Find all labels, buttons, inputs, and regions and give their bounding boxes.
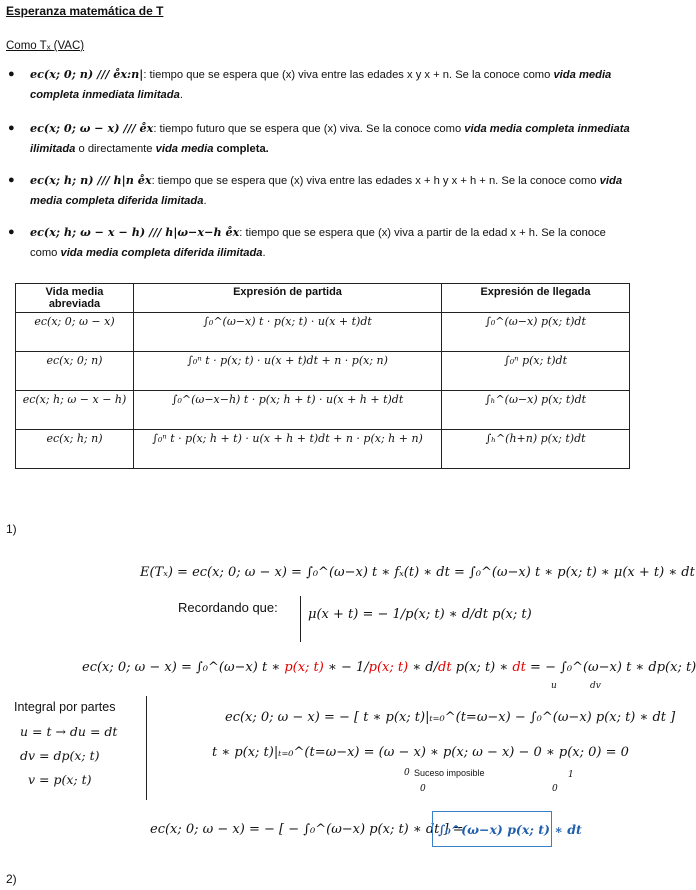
equation-mu: μ(x + t) = − 1/p(x; t) ∗ d/dt p(x; t) [308, 607, 532, 622]
expressions-table [15, 283, 630, 469]
table-header: Expresión de partida [134, 284, 442, 313]
note-impossible: Suceso imposible [414, 768, 485, 778]
table-row [16, 391, 630, 430]
table-cell: ∫₀ⁿ p(x; t)dt [442, 352, 630, 391]
section-subtitle: Como Tₓ (VAC) [6, 40, 85, 52]
equation-final-result: ∫₀^(ω−x) p(x; t) ∗ dt [438, 822, 582, 837]
underbrace-dv: dv [590, 681, 601, 691]
section-number-1: 1) [6, 522, 17, 536]
parts-v: v = p(x; t) [28, 772, 92, 787]
underbrace-one: 1 [568, 770, 574, 780]
list-item: ● ec(x; h; n) /// h|n e̊x: tiempo que se espera que (x) viva entre las edades x + h y x + h + n. Se la conoce como vida media completa diferida limitada. [6, 170, 636, 211]
parts-title: Integral por partes [14, 700, 116, 714]
divider [300, 596, 301, 642]
table-cell: ∫₀^(ω−x) p(x; t)dt [442, 313, 630, 352]
equation-expectation: E(Tₓ) = ec(x; 0; ω − x) = ∫₀^(ω−x) t ∗ fₓ(t) ∗ dt = ∫₀^(ω−x) t ∗ p(x; t) ∗ μ(x + t) ∗ dt [140, 565, 695, 580]
table-header: Expresión de llegada [442, 284, 630, 313]
section-number-2: 2) [6, 872, 17, 886]
table-row [16, 352, 630, 391]
table-row [16, 313, 630, 352]
page-title: Esperanza matemática de T [6, 4, 164, 18]
table-cell: ∫ₕ^(ω−x) p(x; t)dt [442, 391, 630, 430]
table-header: Vida media abreviada [16, 284, 134, 313]
table-row [16, 430, 630, 469]
recordando-label: Recordando que: [178, 600, 278, 615]
table-cell: ∫₀ⁿ t · p(x; h + t) · u(x + h + t)dt + n · p(x; h + n) [134, 430, 442, 469]
underbrace-zero-2: 0 [552, 784, 558, 794]
list-item: ● ec(x; 0; ω − x) /// e̊x: tiempo futuro que se espera que (x) viva. Se la conoce como vida media completa inmediata ilimitada o directamente vida media completa. [6, 118, 636, 159]
equation-final: ec(x; 0; ω − x) = − [ − ∫₀^(ω−x) p(x; t) ∗ dt ] = [150, 822, 464, 837]
table-cell: ec(x; h; n) [16, 430, 134, 469]
list-item: ● ec(x; h; ω − x − h) /// h|ω−x−h e̊x: tiempo que se espera que (x) viva a partir de la edad x + h. Se la conoce como vida media completa diferida ilimitada. [6, 222, 636, 263]
table-cell: ec(x; h; ω − x − h) [16, 391, 134, 430]
table-cell: ∫₀^(ω−x) t · p(x; t) · u(x + t)dt [134, 313, 442, 352]
list-item: ● ec(x; 0; n) /// e̊x:n|: tiempo que se espera que (x) viva entre las edades x y x + n. Se la conoce como vida media completa inmediata limitada. [6, 64, 636, 105]
bullet-icon: ● [8, 122, 15, 134]
note-zero: 0 [404, 768, 410, 778]
parts-dv: dv = dp(x; t) [20, 748, 100, 763]
bullet-icon: ● [8, 68, 15, 80]
bullet-icon: ● [8, 226, 15, 238]
equation-boundary: t ∗ p(x; t)|ₜ₌₀^(t=ω−x) = (ω − x) ∗ p(x; ω − x) − 0 ∗ p(x; 0) = 0 [212, 745, 629, 760]
equation-substitution: ec(x; 0; ω − x) = ∫₀^(ω−x) t ∗ p(x; t) ∗ − 1/p(x; t) ∗ d/dt p(x; t) ∗ dt = − ∫₀^(ω−x) t ∗ dp(x; t) [82, 660, 696, 675]
parts-u: u = t → du = dt [20, 724, 118, 739]
table-cell: ∫₀^(ω−x−h) t · p(x; h + t) · u(x + h + t)dt [134, 391, 442, 430]
table-cell: ∫₀ⁿ t · p(x; t) · u(x + t)dt + n · p(x; n) [134, 352, 442, 391]
divider [146, 696, 147, 800]
bullet-icon: ● [8, 174, 15, 186]
underbrace-zero-1: 0 [420, 784, 426, 794]
table-cell: ec(x; 0; n) [16, 352, 134, 391]
equation-parts-result: ec(x; 0; ω − x) = − [ t ∗ p(x; t)|ₜ₌₀^(t=ω−x) − ∫₀^(ω−x) p(x; t) ∗ dt ] [225, 710, 676, 725]
table-cell: ec(x; 0; ω − x) [16, 313, 134, 352]
table-cell: ∫ₕ^(h+n) p(x; t)dt [442, 430, 630, 469]
underbrace-u: u [551, 681, 557, 691]
